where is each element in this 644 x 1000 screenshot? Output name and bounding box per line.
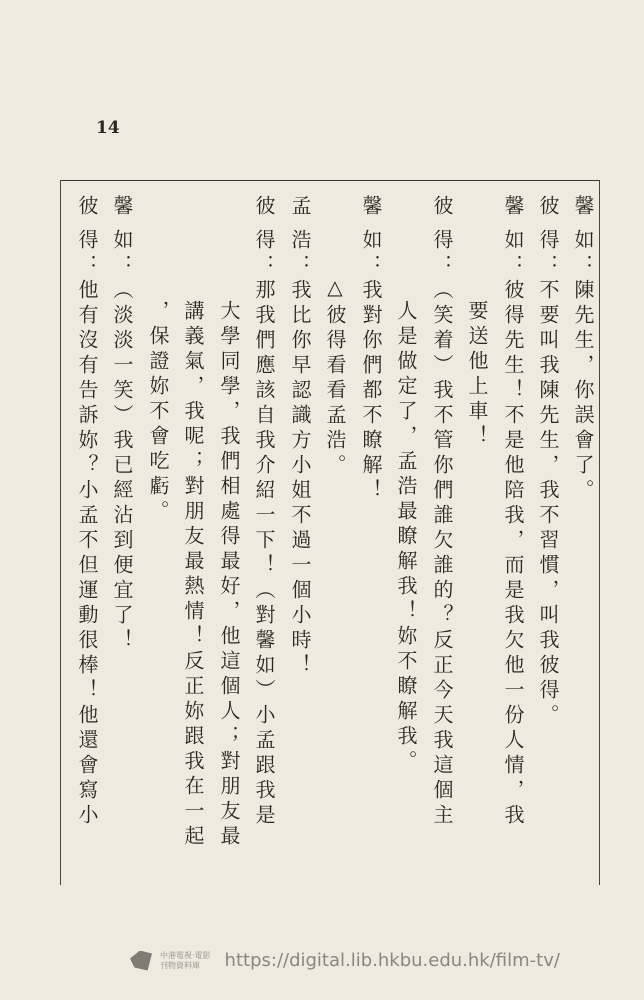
watermark-footer [130,950,560,971]
dialogue-continuation: ，保證妳不會吃虧。 [146,300,170,525]
dialogue-line: 彼得：（笑着）我不管你們誰欠誰的？反正今天我這個主 [430,195,454,829]
source-url: https://digital.lib.hkbu.edu.hk/film-tv/ [224,950,560,971]
library-logo-text: 中港電視·電影 刊物資料庫 [160,950,211,970]
dialogue-line: 彼得：他有沒有告訴妳？小孟不但運動很棒！他還會寫小 [75,195,99,829]
dialogue-line: 彼得：不要叫我陳先生，我不習慣，叫我彼得。 [536,195,560,729]
dialogue-continuation: 大學同學，我們相處得最好，他這個人；對朋友最 [217,300,241,850]
dialogue-line: 馨如：陳先生，你誤會了。 [571,195,595,504]
dialogue-line: 馨如：（淡淡一笑）我已經沾到便宜了！ [110,195,134,654]
dialogue-line: 馨如：我對你們都不瞭解！ [359,195,383,504]
page-number: 14 [96,118,120,138]
dialogue-continuation: 要送他上車！ [465,300,489,450]
dialogue-line: 彼得：那我們應該自我介紹一下！（對馨如）小孟跟我是 [252,195,276,829]
dialogue-line: 馨如：彼得先生！不是他陪我，而是我欠他一份人情，我 [501,195,525,829]
dialogue-line: 孟浩：我比你早認識方小姐不過一個小時！ [288,195,312,679]
dialogue-continuation: 人是做定了，孟浩最瞭解我！妳不瞭解我。 [394,300,418,775]
library-logo-icon [130,951,152,971]
dialogue-continuation: 講義氣，我呢；對朋友最熱情！反正妳跟我在一起 [181,300,205,850]
stage-direction: △彼得看看孟浩。 [323,275,347,479]
